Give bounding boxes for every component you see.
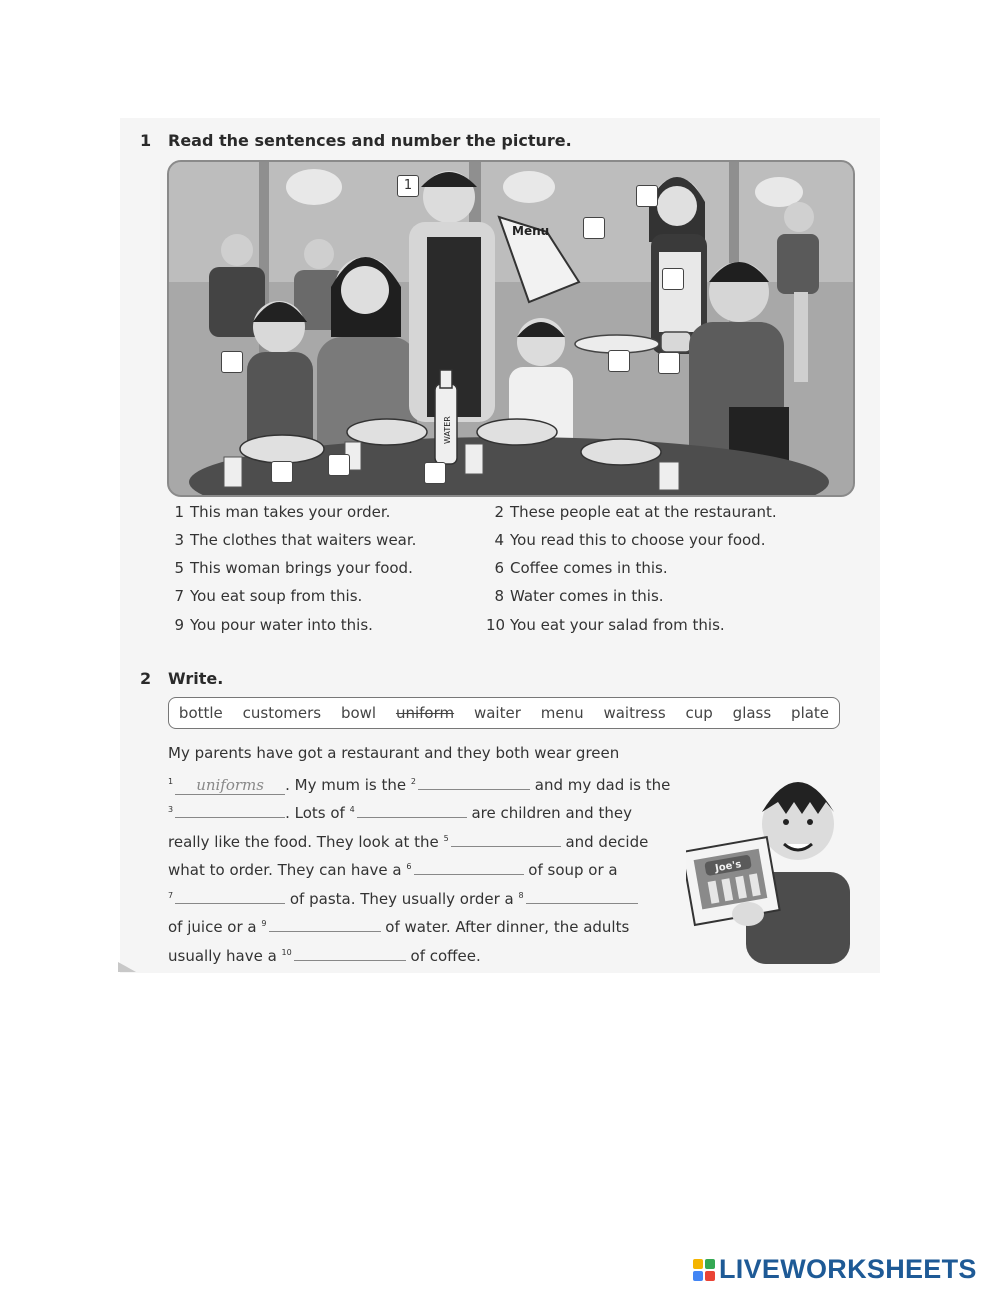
card-sign-label: Joe's xyxy=(714,859,743,875)
exercise-1-title xyxy=(140,131,572,150)
picture-number-box[interactable] xyxy=(608,350,630,372)
picture-number-box[interactable] xyxy=(221,351,243,373)
gap-4-input[interactable] xyxy=(357,799,467,818)
sentence-item: 4 You read this to choose your food. xyxy=(494,531,766,549)
boy-illustration xyxy=(686,752,852,968)
passage-line: My parents have got a restaurant and they both wear green xyxy=(168,744,620,762)
picture-number-box[interactable] xyxy=(328,454,350,476)
picture-number-box[interactable] xyxy=(583,217,605,239)
restaurant-picture xyxy=(167,160,855,497)
liveworksheets-logo xyxy=(693,1254,977,1285)
word-bank-item: bottle xyxy=(178,704,223,722)
gap-6-input[interactable] xyxy=(414,856,524,875)
exercise-2-instruction: Write. xyxy=(168,669,224,688)
passage-line: of juice or a $^9$ of water. After dinner, the adults xyxy=(168,912,629,936)
sentence-item: 5 This woman brings your food. xyxy=(174,559,413,577)
word-bank-item: bowl xyxy=(340,704,377,722)
picture-number-box[interactable] xyxy=(662,268,684,290)
passage-line: $^3$ . Lots of $^4$ are children and they xyxy=(168,798,632,822)
logo-text: LIVEWORKSHEETS xyxy=(719,1254,977,1284)
picture-number-box[interactable] xyxy=(424,462,446,484)
gap-1-answer[interactable]: uniforms xyxy=(175,776,285,795)
sentence-item: 1 This man takes your order. xyxy=(174,503,391,521)
passage-line: what to order. They can have a $^6$ of soup or a xyxy=(168,855,618,879)
passage-line: usually have a $^{10}$ of coffee. xyxy=(168,941,481,965)
gap-5-input[interactable] xyxy=(451,828,561,847)
passage-line: $^1$ uniforms . My mum is the $^2$ and my dad is the xyxy=(168,770,670,794)
word-bank-item-crossed: uniform xyxy=(395,704,455,722)
exercise-2-title xyxy=(140,669,223,688)
word-bank-item: glass xyxy=(732,704,772,722)
word-bank-item: customers xyxy=(242,704,322,722)
word-bank-item: waiter xyxy=(473,704,521,722)
sentence-item: 7 You eat soup from this. xyxy=(174,587,363,605)
exercise-2-number: 2 xyxy=(140,669,152,688)
page-curl xyxy=(118,962,136,972)
gap-10-input[interactable] xyxy=(294,942,406,961)
sentence-item: 9 You pour water into this. xyxy=(174,616,373,634)
word-bank-item: plate xyxy=(791,704,830,722)
word-bank-item: menu xyxy=(540,704,584,722)
gap-7-input[interactable] xyxy=(175,885,285,904)
gap-8-input[interactable] xyxy=(526,885,638,904)
sentence-item: 3 The clothes that waiters wear. xyxy=(174,531,417,549)
picture-number-box[interactable] xyxy=(658,352,680,374)
menu-label: Menu xyxy=(512,224,550,238)
picture-number-box[interactable]: 1 xyxy=(397,175,419,197)
exercise-1-instruction: Read the sentences and number the picture. xyxy=(168,131,572,150)
word-bank-item: waitress xyxy=(603,704,666,722)
sentence-item: 6 Coffee comes in this. xyxy=(494,559,668,577)
logo-blocks-icon xyxy=(693,1259,715,1281)
word-bank-item: cup xyxy=(685,704,713,722)
sentence-item: 10 You eat your salad from this. xyxy=(486,616,725,634)
passage-line: $^7$ of pasta. They usually order a $^8$ xyxy=(168,884,638,908)
word-bank xyxy=(168,697,840,729)
bottle-label: WATER xyxy=(443,416,452,444)
picture-number-box[interactable] xyxy=(636,185,658,207)
passage-line: really like the food. They look at the $^5$ and decide xyxy=(168,827,648,851)
sentence-item: 2 These people eat at the restaurant. xyxy=(494,503,777,521)
picture-number-box[interactable] xyxy=(271,461,293,483)
gap-9-input[interactable] xyxy=(269,913,381,932)
exercise-1-number: 1 xyxy=(140,131,152,150)
gap-2-input[interactable] xyxy=(418,771,530,790)
sentence-item: 8 Water comes in this. xyxy=(494,587,664,605)
gap-3-input[interactable] xyxy=(175,799,285,818)
